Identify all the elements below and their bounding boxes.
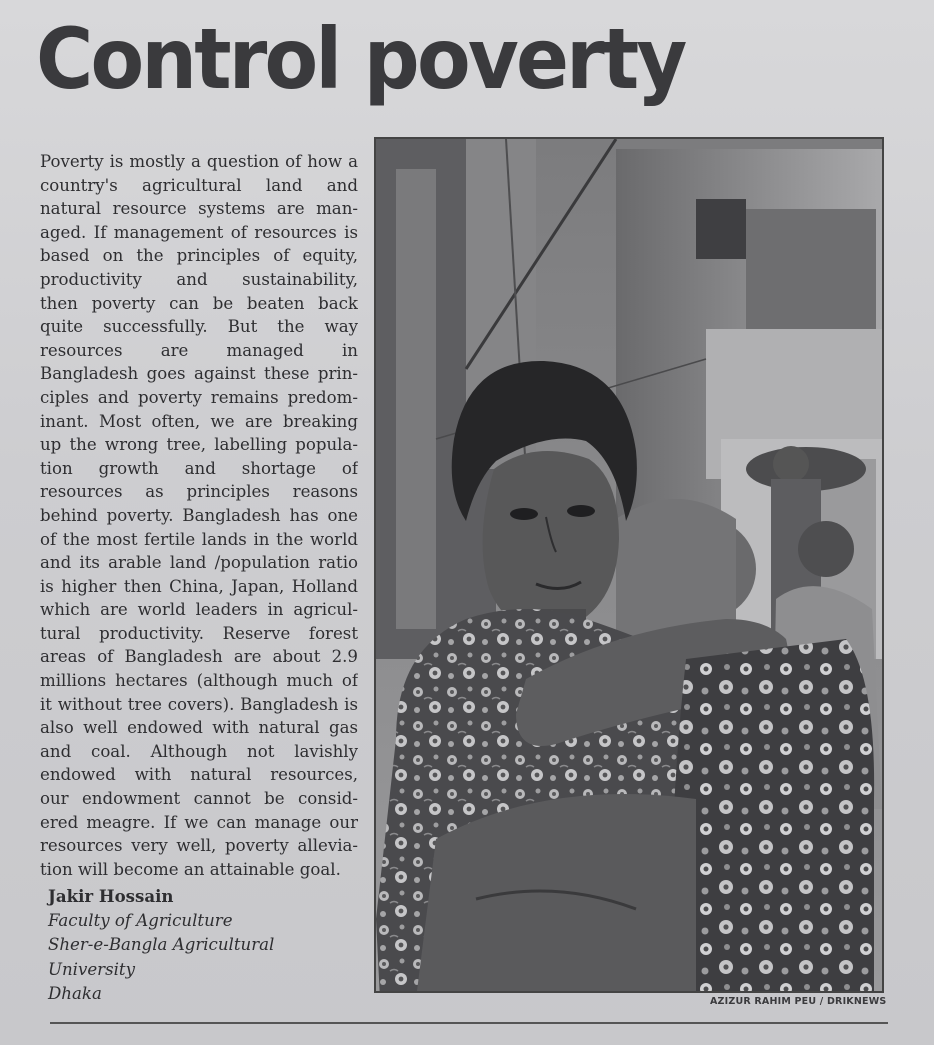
body-line: behind poverty. Bangladesh has one <box>40 505 358 525</box>
body-line: quite successfully. But the way <box>40 317 358 337</box>
body-line: productivity and sustainability, <box>40 269 358 289</box>
author-affiliation: University <box>48 959 135 979</box>
body-line: areas of Bangladesh are about 2.9 <box>40 647 358 667</box>
body-line: it without tree covers). Bangladesh is <box>40 694 358 714</box>
body-line: resources very well, poverty allevia- <box>40 836 358 856</box>
author-name: Jakir Hossain <box>48 886 174 906</box>
body-line: is higher then China, Japan, Holland <box>40 576 358 596</box>
body-line: Poverty is mostly a question of how a <box>40 152 358 171</box>
body-line: natural resource systems are man- <box>40 199 358 219</box>
body-line: resources are managed in <box>40 340 358 360</box>
photo-credit: AZIZUR RAHIM PEU / DRIKNEWS <box>710 996 887 1007</box>
body-line: aged. If management of resources is <box>40 222 358 242</box>
body-line: country's agricultural land and <box>40 175 358 195</box>
body-line: millions hectares (although much of <box>40 671 358 691</box>
body-line: and its arable land /population ratio <box>40 553 358 573</box>
body-line: tion will become an attainable goal. <box>40 859 341 879</box>
author-city: Dhaka <box>48 984 102 1003</box>
photo-illustration <box>376 139 882 991</box>
headline: Control poverty <box>36 10 685 108</box>
body-line: tion growth and shortage of <box>40 458 358 478</box>
body-line: which are world leaders in agricul- <box>40 600 358 620</box>
body-line: and coal. Although not lavishly <box>40 741 358 761</box>
news-photo <box>374 137 884 993</box>
body-line: ered meagre. If we can manage our <box>40 812 358 832</box>
author-affiliation: Sher-e-Bangla Agricultural <box>48 935 275 954</box>
body-line: also well endowed with natural gas <box>40 718 358 738</box>
body-line: up the wrong tree, labelling popula- <box>40 435 358 455</box>
signature-block <box>48 884 348 1007</box>
body-line: of the most fertile lands in the world <box>40 529 358 549</box>
body-line: inant. Most often, we are breaking <box>40 411 358 431</box>
body-line: endowed with natural resources, <box>40 765 358 785</box>
letter-body <box>40 150 358 881</box>
body-line: based on the principles of equity, <box>40 246 358 266</box>
author-affiliation: Faculty of Agriculture <box>48 910 233 930</box>
body-line: tural productivity. Reserve forest <box>40 623 358 643</box>
body-line: then poverty can be beaten back <box>40 293 358 313</box>
bottom-rule <box>50 1022 888 1024</box>
body-line: Bangladesh goes against these prin- <box>40 364 358 384</box>
body-line: ciples and poverty remains predom- <box>40 387 358 407</box>
body-line: our endowment cannot be consid- <box>40 789 358 809</box>
body-line: resources as principles reasons <box>40 482 358 502</box>
